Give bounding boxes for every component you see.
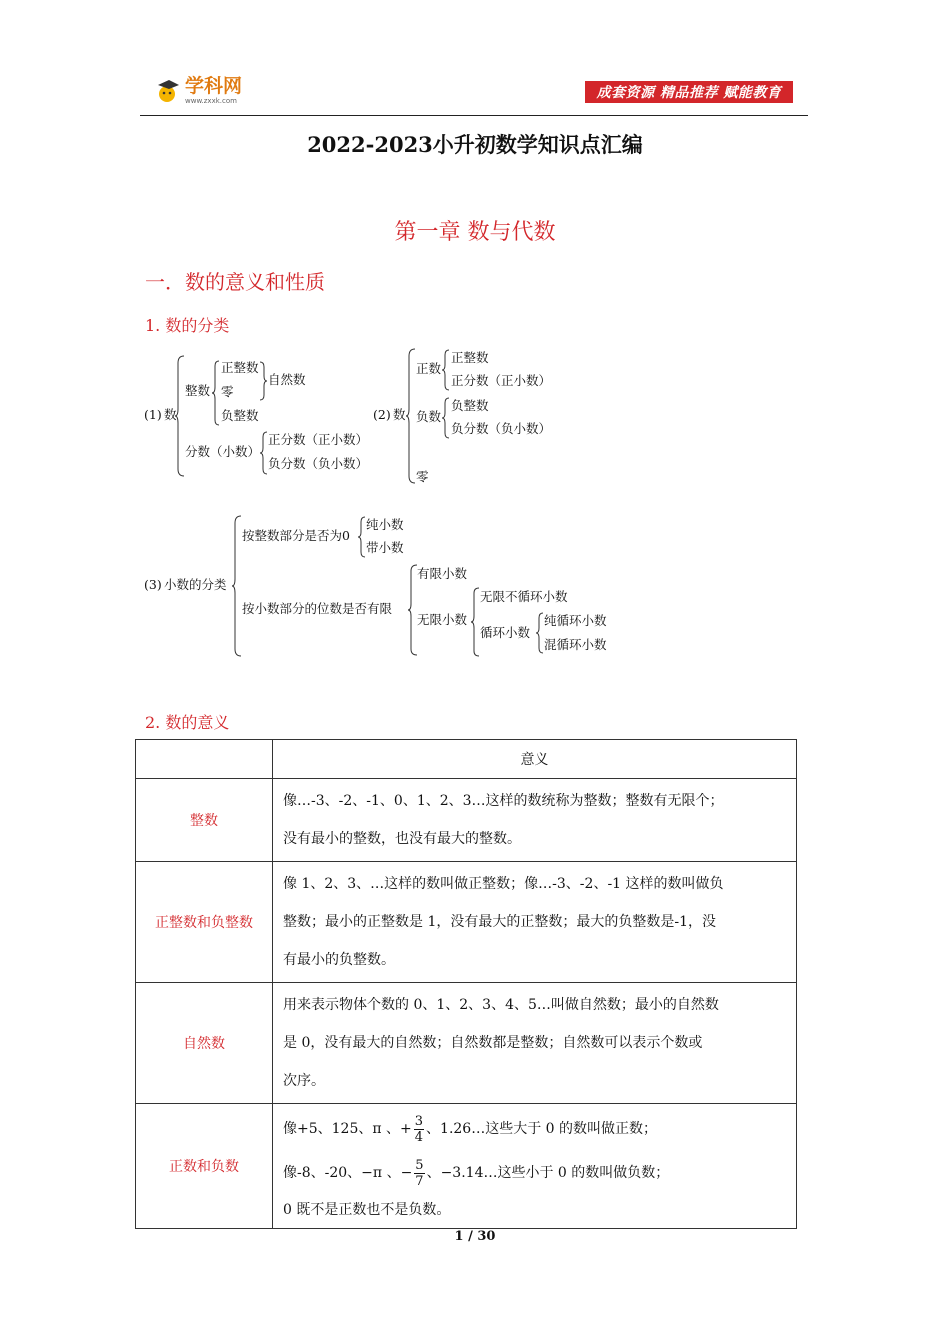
table-header-empty <box>136 740 273 779</box>
tree3-finite-decimal: 有限小数 <box>417 566 468 581</box>
document-title: 2022-2023小升初数学知识点汇编 <box>307 132 643 157</box>
tree3-root: 小数的分类 <box>164 577 227 592</box>
row-line: 次序。 <box>283 1073 325 1089</box>
tree2-marker: (2) <box>373 407 391 422</box>
tree3-repeating: 循环小数 <box>480 625 531 640</box>
row-line: 像 1、2、3、…这样的数叫做正整数；像…-3、-2、-1 这样的数叫做负 <box>283 876 724 892</box>
logo-url: www.zxxk.com <box>185 97 237 105</box>
tree3-by-integer-part: 按整数部分是否为0 <box>242 528 350 543</box>
table-row <box>136 983 797 1104</box>
fraction <box>414 1158 424 1189</box>
logo-text: 学科网 <box>185 75 243 97</box>
table-row <box>136 1104 797 1229</box>
numerator: 5 <box>415 1157 424 1173</box>
tree3-marker: (3) <box>144 577 162 592</box>
tree3-pure-repeating: 纯循环小数 <box>544 613 607 628</box>
header-banner: 成套资源 精品推荐 赋能教育 <box>585 81 793 103</box>
line-part: 像-8、-20、−π 、− <box>283 1165 413 1181</box>
row-line: 0 既不是正数也不是负数。 <box>283 1202 451 1218</box>
brace <box>441 397 451 439</box>
tree3-pure-decimal: 纯小数 <box>366 517 404 532</box>
tree1-integer: 整数 <box>185 383 211 398</box>
row-text <box>273 779 797 862</box>
tree3-mixed-repeating: 混循环小数 <box>544 637 607 652</box>
tree1-zero: 零 <box>221 384 234 399</box>
chapter-heading: 第一章 数与代数 <box>394 220 556 245</box>
denominator: 7 <box>415 1173 424 1189</box>
tree2-root: 数 <box>393 407 406 422</box>
graduate-mascot-icon <box>155 78 181 104</box>
row-text <box>273 862 797 983</box>
tree2-negative-fraction: 负分数（负小数） <box>451 421 552 436</box>
table-header-row <box>136 740 797 779</box>
tree2-positive-integer: 正整数 <box>451 350 489 365</box>
row-label: 正整数和负整数 <box>136 862 273 983</box>
tree3-mixed-decimal: 带小数 <box>366 540 404 555</box>
row-text <box>273 983 797 1104</box>
tree2-positive: 正数 <box>416 361 442 376</box>
logo <box>155 76 242 105</box>
line-part: 、1.26…这些大于 0 的数叫做正数； <box>426 1121 658 1137</box>
tree3-non-repeating: 无限不循环小数 <box>480 589 568 604</box>
fraction <box>414 1114 424 1145</box>
line-part: 像+5、125、π 、+ <box>283 1121 412 1137</box>
tree2-negative: 负数 <box>416 409 442 424</box>
section-heading: 一．数的意义和性质 <box>145 270 325 294</box>
tree2-negative-integer: 负整数 <box>451 398 489 413</box>
tree1-positive-integer: 正整数 <box>221 360 259 375</box>
tree1-negative-integer: 负整数 <box>221 408 259 423</box>
table-header-meaning: 意义 <box>273 740 797 779</box>
row-line <box>283 1107 788 1151</box>
brace <box>441 349 451 391</box>
row-line <box>283 1151 788 1195</box>
row-label: 整数 <box>136 779 273 862</box>
denominator: 4 <box>414 1129 424 1145</box>
tree1-positive-fraction: 正分数（正小数） <box>268 432 369 447</box>
tree2-positive-fraction: 正分数（正小数） <box>451 373 552 388</box>
row-line: 有最小的负整数。 <box>283 952 395 968</box>
tree1-negative-fraction: 负分数（负小数） <box>268 456 369 471</box>
row-line: 用来表示物体个数的 0、1、2、3、4、5…叫做自然数；最小的自然数 <box>283 997 719 1013</box>
tree1-root: 数 <box>164 407 177 422</box>
numerator: 3 <box>414 1113 424 1129</box>
tree3-by-digits: 按小数部分的位数是否有限 <box>242 601 393 616</box>
page-number: 1 / 30 <box>454 1229 496 1244</box>
row-line: 没有最小的整数，也没有最大的整数。 <box>283 831 521 847</box>
tree1-marker: (1) <box>144 407 162 422</box>
header-divider <box>140 115 808 116</box>
table-row <box>136 779 797 862</box>
tree1-fraction: 分数（小数） <box>185 444 261 459</box>
row-line: 整数；最小的正整数是 1，没有最大的正整数；最大的负整数是-1，没 <box>283 914 716 930</box>
row-label: 正数和负数 <box>136 1104 273 1229</box>
tree1-natural-number: 自然数 <box>268 372 306 387</box>
row-line: 是 0，没有最大的自然数；自然数都是整数；自然数可以表示个数或 <box>283 1035 703 1051</box>
subsection-heading-1: 1. 数的分类 <box>145 316 230 335</box>
table-row <box>136 862 797 983</box>
row-text <box>273 1104 797 1229</box>
brace <box>211 360 221 426</box>
subsection-heading-2: 2. 数的意义 <box>145 713 230 732</box>
meaning-table <box>135 739 797 1229</box>
tree2-zero: 零 <box>416 469 429 484</box>
row-line: 像…-3、-2、-1、0、1、2、3…这样的数统称为整数；整数有无限个； <box>283 793 724 809</box>
row-label: 自然数 <box>136 983 273 1104</box>
line-part: 、−3.14…这些小于 0 的数叫做负数； <box>426 1165 670 1181</box>
brace <box>259 361 268 401</box>
tree3-infinite-decimal: 无限小数 <box>417 612 468 627</box>
